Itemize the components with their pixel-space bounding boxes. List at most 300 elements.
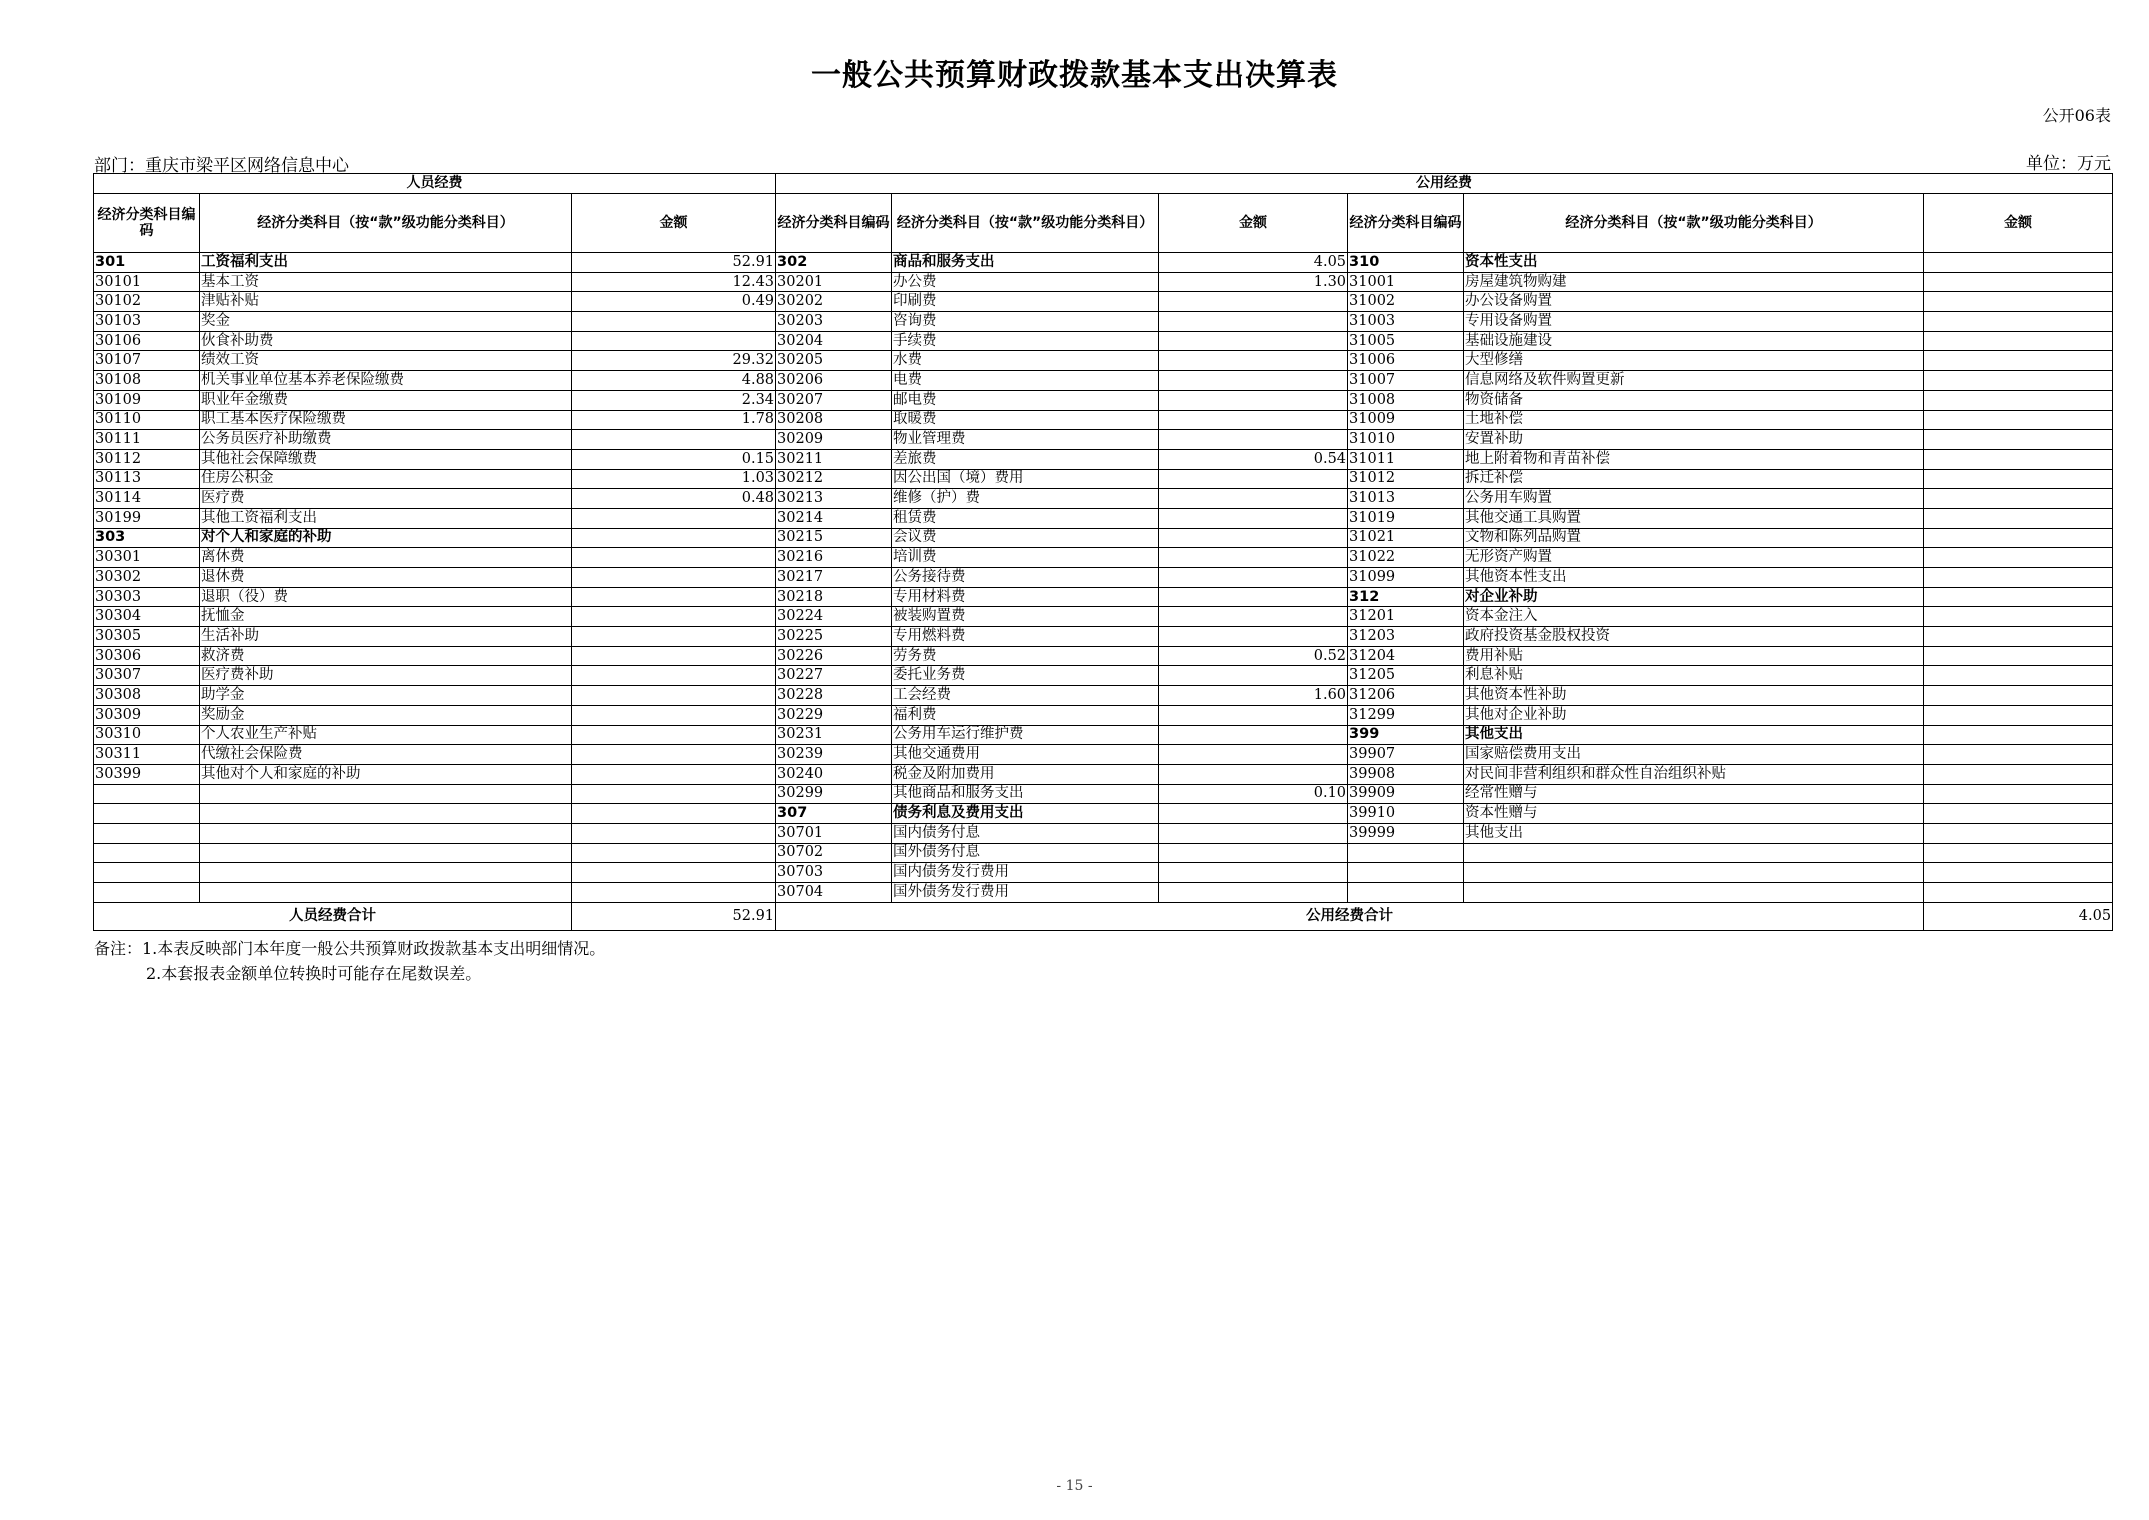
name-cell: 助学金	[200, 686, 572, 706]
notes	[94, 936, 605, 986]
code-cell: 30225	[776, 627, 892, 647]
code-cell: 30208	[776, 410, 892, 430]
code-cell: 30211	[776, 449, 892, 469]
table-row	[94, 666, 2113, 686]
name-cell: 其他资本性支出	[1464, 568, 1924, 588]
code-cell: 303	[94, 528, 200, 548]
name-cell: 对企业补助	[1464, 587, 1924, 607]
public-total-value: 4.05	[1924, 902, 2113, 930]
name-cell: 福利费	[892, 705, 1159, 725]
amount-cell	[572, 883, 776, 903]
section-personnel: 人员经费	[94, 174, 776, 194]
amount-cell	[1924, 489, 2113, 509]
table-row	[94, 725, 2113, 745]
public-total-label: 公用经费合计	[776, 902, 1924, 930]
code-cell: 30305	[94, 627, 200, 647]
code-cell: 30103	[94, 312, 200, 332]
name-cell: 拆迁补偿	[1464, 469, 1924, 489]
table-row	[94, 430, 2113, 450]
code-cell: 30310	[94, 725, 200, 745]
amount-cell: 1.03	[572, 469, 776, 489]
name-cell: 无形资产购置	[1464, 548, 1924, 568]
name-cell: 费用补贴	[1464, 646, 1924, 666]
code-cell: 30224	[776, 607, 892, 627]
name-cell: 政府投资基金股权投资	[1464, 627, 1924, 647]
code-cell: 30204	[776, 331, 892, 351]
name-cell: 退职（役）费	[200, 587, 572, 607]
personnel-total-value: 52.91	[572, 902, 776, 930]
name-cell: 资本性支出	[1464, 253, 1924, 273]
name-cell	[200, 843, 572, 863]
code-cell: 31009	[1348, 410, 1464, 430]
code-cell: 30111	[94, 430, 200, 450]
unit-label: 单位：万元	[2026, 154, 2111, 174]
amount-cell	[1924, 312, 2113, 332]
name-cell: 印刷费	[892, 292, 1159, 312]
name-cell: 房屋建筑物购建	[1464, 272, 1924, 292]
code-cell: 30302	[94, 568, 200, 588]
code-cell: 30226	[776, 646, 892, 666]
name-cell: 职工基本医疗保险缴费	[200, 410, 572, 430]
code-cell	[1348, 863, 1464, 883]
code-cell: 301	[94, 253, 200, 273]
name-cell: 资本金注入	[1464, 607, 1924, 627]
table-row	[94, 646, 2113, 666]
table-row	[94, 568, 2113, 588]
name-cell: 咨询费	[892, 312, 1159, 332]
table-row	[94, 489, 2113, 509]
section-public: 公用经费	[776, 174, 2113, 194]
name-cell: 其他资本性补助	[1464, 686, 1924, 706]
code-cell: 30231	[776, 725, 892, 745]
code-cell: 30306	[94, 646, 200, 666]
name-cell: 安置补助	[1464, 430, 1924, 450]
name-cell: 住房公积金	[200, 469, 572, 489]
name-cell: 其他社会保障缴费	[200, 449, 572, 469]
amount-cell	[1159, 764, 1348, 784]
amount-cell	[572, 587, 776, 607]
amount-cell	[1924, 430, 2113, 450]
amount-cell	[572, 705, 776, 725]
name-cell: 办公设备购置	[1464, 292, 1924, 312]
amount-cell	[572, 568, 776, 588]
code-cell	[94, 804, 200, 824]
code-cell: 30399	[94, 764, 200, 784]
code-cell: 30228	[776, 686, 892, 706]
table-row	[94, 548, 2113, 568]
amount-cell: 0.49	[572, 292, 776, 312]
name-cell: 国内债务付息	[892, 823, 1159, 843]
name-cell: 邮电费	[892, 390, 1159, 410]
code-cell	[94, 863, 200, 883]
amount-cell	[1159, 548, 1348, 568]
amount-cell	[1159, 410, 1348, 430]
code-cell: 30703	[776, 863, 892, 883]
code-cell: 31204	[1348, 646, 1464, 666]
code-cell: 31206	[1348, 686, 1464, 706]
amount-cell: 4.05	[1159, 253, 1348, 273]
name-cell: 国外债务发行费用	[892, 883, 1159, 903]
code-cell: 31099	[1348, 568, 1464, 588]
name-cell: 公务员医疗补助缴费	[200, 430, 572, 450]
code-cell: 30207	[776, 390, 892, 410]
code-cell: 30301	[94, 548, 200, 568]
code-cell: 30217	[776, 568, 892, 588]
code-cell: 30311	[94, 745, 200, 765]
name-cell: 其他交通工具购置	[1464, 508, 1924, 528]
amount-cell	[572, 686, 776, 706]
amount-cell	[1924, 587, 2113, 607]
table-row	[94, 469, 2113, 489]
code-cell: 30205	[776, 351, 892, 371]
code-cell: 39909	[1348, 784, 1464, 804]
amount-cell: 2.34	[572, 390, 776, 410]
amount-cell: 0.15	[572, 449, 776, 469]
amount-cell: 1.30	[1159, 272, 1348, 292]
code-cell: 31001	[1348, 272, 1464, 292]
name-cell: 其他支出	[1464, 823, 1924, 843]
amount-cell	[1924, 469, 2113, 489]
name-cell: 公务用车运行维护费	[892, 725, 1159, 745]
name-cell: 医疗费补助	[200, 666, 572, 686]
code-cell: 31205	[1348, 666, 1464, 686]
code-cell: 30216	[776, 548, 892, 568]
code-cell: 30214	[776, 508, 892, 528]
code-cell: 31007	[1348, 371, 1464, 391]
name-cell: 差旅费	[892, 449, 1159, 469]
amount-cell	[1159, 371, 1348, 391]
code-cell: 31022	[1348, 548, 1464, 568]
name-cell: 国内债务发行费用	[892, 863, 1159, 883]
header-code: 经济分类科目编码	[94, 194, 200, 253]
amount-cell	[572, 745, 776, 765]
code-cell: 307	[776, 804, 892, 824]
amount-cell: 1.78	[572, 410, 776, 430]
code-cell: 30704	[776, 883, 892, 903]
name-cell: 文物和陈列品购置	[1464, 528, 1924, 548]
amount-cell: 4.88	[572, 371, 776, 391]
name-cell: 土地补偿	[1464, 410, 1924, 430]
amount-cell	[572, 666, 776, 686]
code-cell: 31013	[1348, 489, 1464, 509]
name-cell: 专用材料费	[892, 587, 1159, 607]
amount-cell	[1159, 351, 1348, 371]
table-row	[94, 804, 2113, 824]
code-cell: 30203	[776, 312, 892, 332]
name-cell: 基础设施建设	[1464, 331, 1924, 351]
name-cell: 代缴社会保险费	[200, 745, 572, 765]
table-row	[94, 331, 2113, 351]
name-cell: 会议费	[892, 528, 1159, 548]
code-cell: 30199	[94, 508, 200, 528]
note-2: 2.本套报表金额单位转换时可能存在尾数误差。	[146, 964, 482, 983]
table-row	[94, 390, 2113, 410]
header-amount: 金额	[1159, 194, 1348, 253]
name-cell: 个人农业生产补贴	[200, 725, 572, 745]
table-row	[94, 508, 2113, 528]
code-cell: 31005	[1348, 331, 1464, 351]
code-cell: 310	[1348, 253, 1464, 273]
code-cell: 30201	[776, 272, 892, 292]
table-row	[94, 705, 2113, 725]
amount-cell	[1159, 823, 1348, 843]
table-row	[94, 272, 2113, 292]
code-cell: 30209	[776, 430, 892, 450]
table-row	[94, 253, 2113, 273]
header-name: 经济分类科目（按“款”级功能分类科目）	[200, 194, 572, 253]
code-cell: 39908	[1348, 764, 1464, 784]
name-cell: 税金及附加费用	[892, 764, 1159, 784]
code-cell: 30206	[776, 371, 892, 391]
name-cell: 公务接待费	[892, 568, 1159, 588]
code-cell: 399	[1348, 725, 1464, 745]
expenditure-table	[93, 173, 2113, 931]
table-row	[94, 528, 2113, 548]
code-cell: 30110	[94, 410, 200, 430]
amount-cell	[1159, 705, 1348, 725]
name-cell: 手续费	[892, 331, 1159, 351]
amount-cell	[1159, 804, 1348, 824]
name-cell: 其他商品和服务支出	[892, 784, 1159, 804]
name-cell: 培训费	[892, 548, 1159, 568]
amount-cell	[1924, 449, 2113, 469]
amount-cell	[1159, 666, 1348, 686]
amount-cell	[1924, 883, 2113, 903]
table-row	[94, 764, 2113, 784]
name-cell: 债务利息及费用支出	[892, 804, 1159, 824]
table-row	[94, 823, 2113, 843]
name-cell: 对民间非营利组织和群众性自治组织补贴	[1464, 764, 1924, 784]
amount-cell	[1924, 390, 2113, 410]
name-cell: 离休费	[200, 548, 572, 568]
amount-cell	[572, 646, 776, 666]
amount-cell	[1924, 371, 2113, 391]
name-cell	[200, 784, 572, 804]
amount-cell	[572, 804, 776, 824]
amount-cell	[1159, 568, 1348, 588]
name-cell: 委托业务费	[892, 666, 1159, 686]
code-cell: 30109	[94, 390, 200, 410]
amount-cell	[572, 312, 776, 332]
amount-cell	[1159, 489, 1348, 509]
code-cell: 30702	[776, 843, 892, 863]
table-row	[94, 627, 2113, 647]
amount-cell	[572, 627, 776, 647]
name-cell: 抚恤金	[200, 607, 572, 627]
amount-cell	[1159, 292, 1348, 312]
amount-cell	[1924, 823, 2113, 843]
name-cell: 资本性赠与	[1464, 804, 1924, 824]
amount-cell	[1159, 843, 1348, 863]
code-cell: 30303	[94, 587, 200, 607]
table-row	[94, 784, 2113, 804]
amount-cell	[1159, 430, 1348, 450]
code-cell: 30701	[776, 823, 892, 843]
header-amount: 金额	[572, 194, 776, 253]
name-cell: 津贴补贴	[200, 292, 572, 312]
name-cell: 奖金	[200, 312, 572, 332]
name-cell: 商品和服务支出	[892, 253, 1159, 273]
header-name: 经济分类科目（按“款”级功能分类科目）	[892, 194, 1159, 253]
code-cell: 39999	[1348, 823, 1464, 843]
name-cell: 水费	[892, 351, 1159, 371]
code-cell: 31011	[1348, 449, 1464, 469]
amount-cell	[572, 725, 776, 745]
code-cell: 31019	[1348, 508, 1464, 528]
name-cell: 被装购置费	[892, 607, 1159, 627]
table-row	[94, 292, 2113, 312]
code-cell	[94, 843, 200, 863]
name-cell: 机关事业单位基本养老保险缴费	[200, 371, 572, 391]
code-cell: 30304	[94, 607, 200, 627]
amount-cell: 1.60	[1159, 686, 1348, 706]
amount-cell	[1924, 627, 2113, 647]
amount-cell	[1159, 587, 1348, 607]
amount-cell	[572, 823, 776, 843]
amount-cell	[1924, 351, 2113, 371]
name-cell	[200, 823, 572, 843]
amount-cell	[1159, 508, 1348, 528]
department-label: 部门：重庆市梁平区网络信息中心	[94, 156, 349, 176]
amount-cell	[1924, 528, 2113, 548]
note-1: 备注：1.本表反映部门本年度一般公共预算财政拨款基本支出明细情况。	[94, 939, 606, 958]
name-cell: 利息补贴	[1464, 666, 1924, 686]
code-cell: 30112	[94, 449, 200, 469]
name-cell	[200, 804, 572, 824]
code-cell: 302	[776, 253, 892, 273]
header-amount: 金额	[1924, 194, 2113, 253]
name-cell: 生活补助	[200, 627, 572, 647]
name-cell: 其他工资福利支出	[200, 508, 572, 528]
code-cell: 30309	[94, 705, 200, 725]
code-cell: 30106	[94, 331, 200, 351]
code-cell	[94, 883, 200, 903]
name-cell: 国外债务付息	[892, 843, 1159, 863]
amount-cell	[1159, 469, 1348, 489]
code-cell	[1348, 843, 1464, 863]
name-cell: 工资福利支出	[200, 253, 572, 273]
code-cell: 30212	[776, 469, 892, 489]
name-cell	[1464, 843, 1924, 863]
page-number: - 15 -	[1056, 1478, 1093, 1494]
name-cell: 维修（护）费	[892, 489, 1159, 509]
table-row	[94, 410, 2113, 430]
code-cell: 31006	[1348, 351, 1464, 371]
name-cell: 经常性赠与	[1464, 784, 1924, 804]
name-cell: 伙食补助费	[200, 331, 572, 351]
page-title: 一般公共预算财政拨款基本支出决算表	[811, 58, 1338, 93]
name-cell: 取暖费	[892, 410, 1159, 430]
amount-cell	[1924, 745, 2113, 765]
code-cell: 31203	[1348, 627, 1464, 647]
name-cell: 大型修缮	[1464, 351, 1924, 371]
name-cell: 劳务费	[892, 646, 1159, 666]
amount-cell	[1924, 686, 2113, 706]
code-cell: 30101	[94, 272, 200, 292]
name-cell: 专用燃料费	[892, 627, 1159, 647]
totals-row	[94, 902, 2113, 930]
amount-cell: 0.54	[1159, 449, 1348, 469]
code-cell: 30239	[776, 745, 892, 765]
amount-cell	[1924, 725, 2113, 745]
header-name: 经济分类科目（按“款”级功能分类科目）	[1464, 194, 1924, 253]
name-cell	[1464, 863, 1924, 883]
amount-cell	[572, 843, 776, 863]
table-row	[94, 449, 2113, 469]
amount-cell	[1924, 804, 2113, 824]
code-cell	[94, 784, 200, 804]
code-cell: 31003	[1348, 312, 1464, 332]
amount-cell	[1924, 331, 2113, 351]
amount-cell	[1159, 725, 1348, 745]
amount-cell	[572, 548, 776, 568]
code-cell: 312	[1348, 587, 1464, 607]
amount-cell	[572, 764, 776, 784]
table-row	[94, 883, 2113, 903]
code-cell: 31021	[1348, 528, 1464, 548]
name-cell: 医疗费	[200, 489, 572, 509]
code-cell: 30113	[94, 469, 200, 489]
amount-cell: 0.10	[1159, 784, 1348, 804]
table-row	[94, 686, 2113, 706]
table-number: 公开06表	[2042, 106, 2111, 125]
header-code: 经济分类科目编码	[776, 194, 892, 253]
amount-cell	[1924, 410, 2113, 430]
table-row	[94, 312, 2113, 332]
name-cell: 基本工资	[200, 272, 572, 292]
name-cell: 工会经费	[892, 686, 1159, 706]
amount-cell: 0.48	[572, 489, 776, 509]
code-cell: 31002	[1348, 292, 1464, 312]
amount-cell	[572, 508, 776, 528]
name-cell: 其他支出	[1464, 725, 1924, 745]
header-code: 经济分类科目编码	[1348, 194, 1464, 253]
code-cell: 30213	[776, 489, 892, 509]
amount-cell	[1924, 548, 2113, 568]
code-cell: 30299	[776, 784, 892, 804]
amount-cell	[1159, 331, 1348, 351]
personnel-total-label: 人员经费合计	[94, 902, 572, 930]
name-cell: 职业年金缴费	[200, 390, 572, 410]
name-cell: 因公出国（境）费用	[892, 469, 1159, 489]
table-row	[94, 607, 2113, 627]
code-cell: 30240	[776, 764, 892, 784]
amount-cell	[572, 528, 776, 548]
amount-cell	[1159, 863, 1348, 883]
name-cell: 退休费	[200, 568, 572, 588]
code-cell: 39907	[1348, 745, 1464, 765]
code-cell: 30227	[776, 666, 892, 686]
name-cell	[200, 863, 572, 883]
amount-cell: 12.43	[572, 272, 776, 292]
name-cell: 奖励金	[200, 705, 572, 725]
amount-cell	[1159, 627, 1348, 647]
amount-cell	[572, 430, 776, 450]
name-cell: 租赁费	[892, 508, 1159, 528]
code-cell: 30307	[94, 666, 200, 686]
code-cell: 31010	[1348, 430, 1464, 450]
amount-cell	[1924, 646, 2113, 666]
amount-cell	[572, 784, 776, 804]
amount-cell	[1159, 745, 1348, 765]
code-cell: 39910	[1348, 804, 1464, 824]
code-cell	[94, 823, 200, 843]
code-cell: 30215	[776, 528, 892, 548]
name-cell: 救济费	[200, 646, 572, 666]
amount-cell	[1924, 292, 2113, 312]
amount-cell	[1924, 508, 2113, 528]
table-row	[94, 351, 2113, 371]
